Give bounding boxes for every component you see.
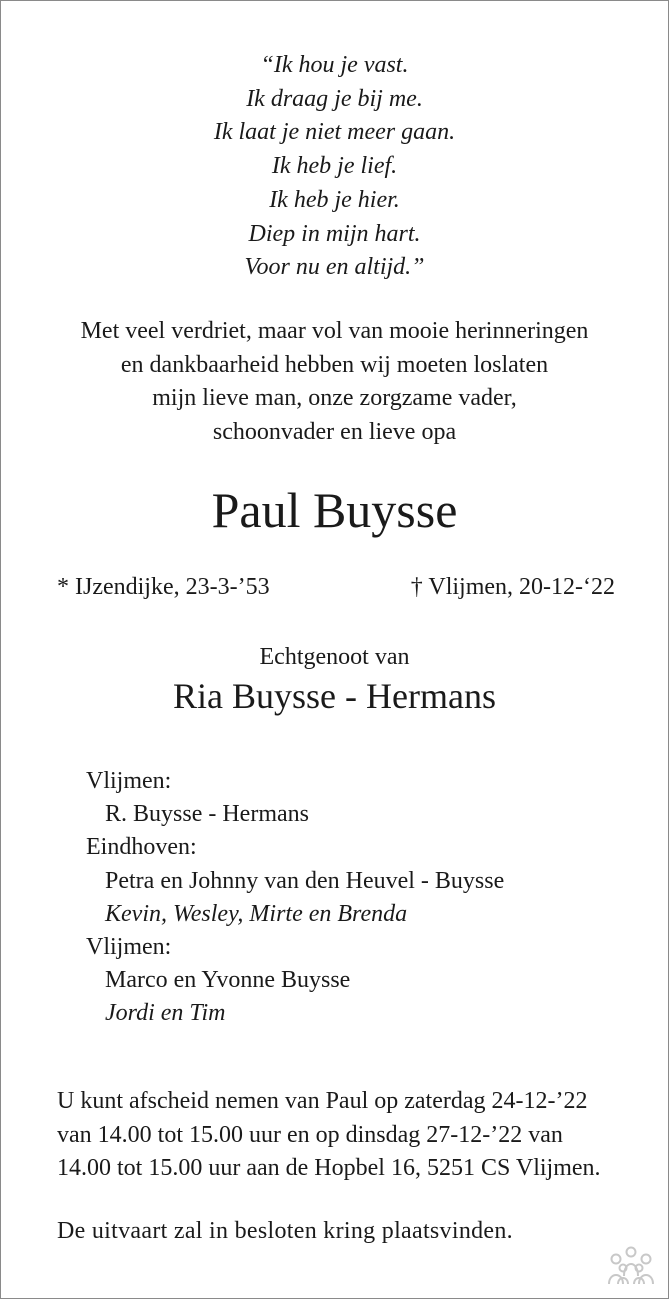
farewell-line: van 14.00 tot 15.00 uur en op dinsdag 27-12-’22 van: [57, 1121, 563, 1148]
poem-line: Voor nu en altijd.”: [244, 254, 425, 281]
spouse-name: Ria Buysse - Hermans: [173, 676, 496, 716]
intro-line: schoonvader en lieve opa: [212, 418, 457, 445]
farewell-line: 14.00 tot 15.00 uur aan de Hopbel 16, 5251 CS Vlijmen.: [57, 1155, 601, 1181]
poem-line: “Ik hou je vast.: [260, 52, 409, 78]
family-place: Vlijmen:: [86, 934, 172, 961]
farewell-line: U kunt afscheid nemen van Paul op zaterdag 24-12-’22: [57, 1088, 588, 1114]
family-list: [86, 765, 504, 1031]
family-member: Marco en Yvonne Buysse: [105, 967, 351, 994]
intro-line: Met veel verdriet, maar vol van mooie herinneringen: [80, 318, 589, 344]
family-member: R. Buysse - Hermans: [105, 801, 309, 828]
poem-line: Ik draag je bij me.: [246, 85, 423, 112]
poem: [1, 49, 668, 285]
family-grandchildren: Jordi en Tim: [105, 1000, 226, 1027]
poem-line: Ik laat je niet meer gaan.: [213, 119, 456, 146]
poem-line: Ik heb je lief.: [271, 153, 398, 180]
intro-text: [1, 315, 668, 449]
family-member: Petra en Johnny van den Heuvel - Buysse: [105, 867, 505, 894]
birth-info: * IJzendijke, 23-3-’53: [57, 574, 270, 600]
family-logo-icon: [606, 1246, 656, 1286]
farewell-info: [57, 1085, 617, 1186]
death-info: † Vlijmen, 20-12-‘22: [410, 574, 615, 600]
poem-line: Ik heb je hier.: [269, 186, 400, 213]
family-grandchildren: Kevin, Wesley, Mirte en Brenda: [105, 900, 408, 927]
family-place: Eindhoven:: [86, 834, 197, 861]
poem-line: Diep in mijn hart.: [248, 220, 421, 247]
intro-line: en dankbaarheid hebben wij moeten loslaten: [120, 351, 549, 378]
closing-text: De uitvaart zal in besloten kring plaatsvinden.: [57, 1218, 513, 1244]
intro-line: mijn lieve man, onze zorgzame vader,: [152, 385, 517, 411]
family-place: Vlijmen:: [86, 768, 172, 794]
deceased-name: Paul Buysse: [211, 482, 458, 538]
spouse-label: Echtgenoot van: [259, 644, 410, 670]
